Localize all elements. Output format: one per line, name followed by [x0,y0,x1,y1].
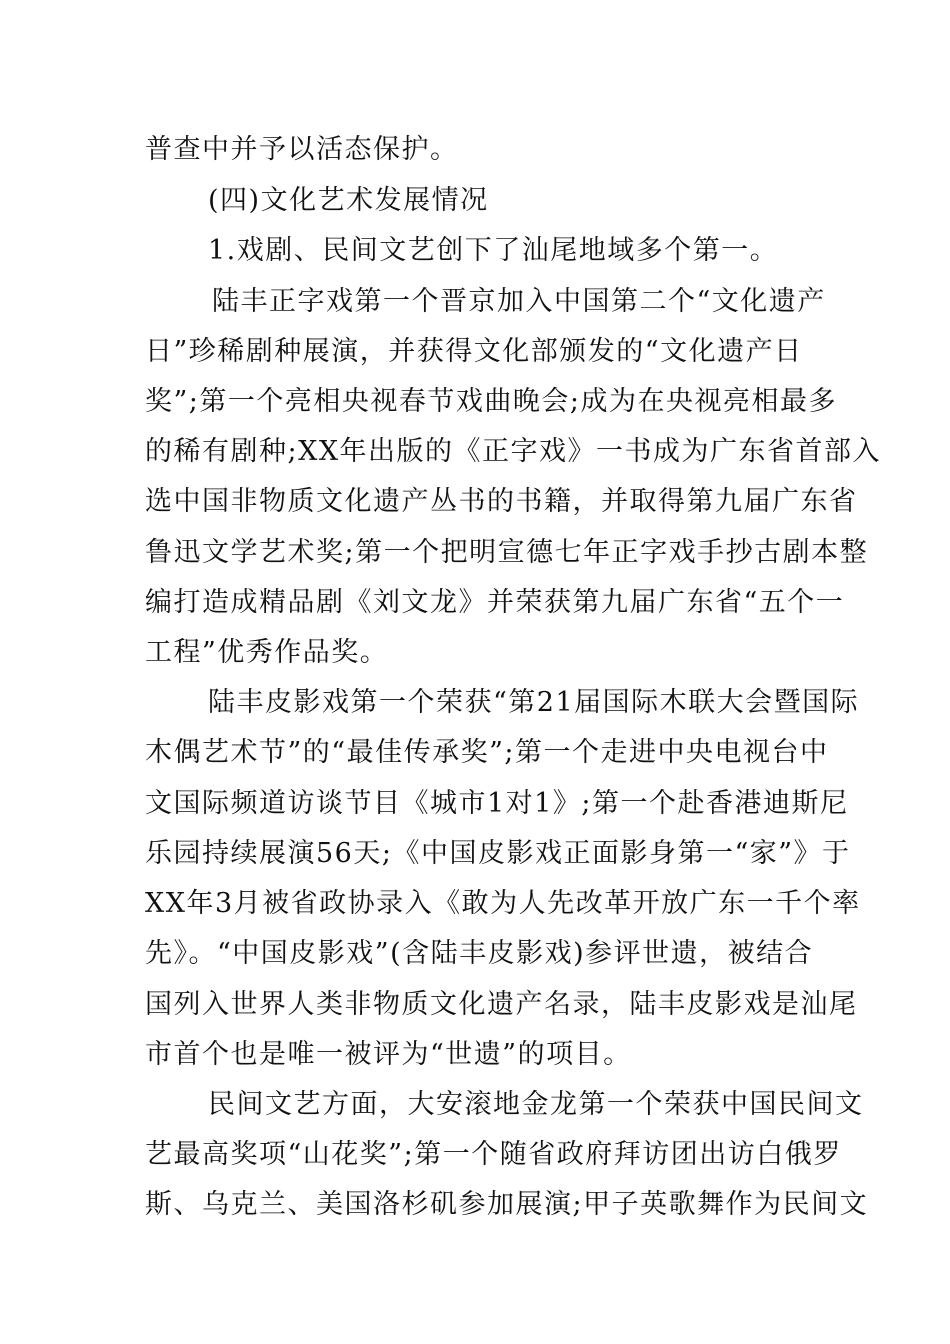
text-line: 先》。“中国皮影戏”(含陆丰皮影戏)参评世遗，被结合 [145,938,814,969]
text-line: 艺最高奖项“山花奖”;第一个随省政府拜访团出访白俄罗 [145,1139,842,1170]
text-line: 鲁迅文学艺术奖;第一个把明宣德七年正字戏手抄古剧本整 [145,537,869,568]
text-line: 文国际频道访谈节目《城市1对1》;第一个赴香港迪斯尼 [145,788,849,819]
text-line: 国列入世界人类非物质文化遗产名录，陆丰皮影戏是汕尾 [145,989,858,1020]
text-line: 工程”优秀作品奖。 [145,637,389,668]
text-line: 民间文艺方面，大安滚地金龙第一个荣获中国民间文 [208,1089,864,1120]
text-line: 市首个也是唯一被评为“世遗”的项目。 [145,1039,632,1070]
text-line: 编打造成精品剧《刘文龙》并荣获第九届广东省“五个一 [145,587,845,618]
subsection-heading: 1.戏剧、民间文艺创下了汕尾地域多个第一。 [208,235,779,266]
text-line: 奖”;第一个亮相央视春节戏曲晚会;成为在央视亮相最多 [145,386,837,417]
text-line: 普查中并予以活态保护。 [145,134,459,165]
text-line: 斯、乌克兰、美国洛杉矶参加展演;甲子英歌舞作为民间文 [145,1189,869,1220]
text-line: 木偶艺术节”的“最佳传承奖”;第一个走进中央电视台中 [145,737,829,768]
text-line: 陆丰正字戏第一个晋京加入中国第二个“文化遗产 [212,286,826,317]
text-line: 乐园持续展演56天;《中国皮影戏正面影身第一“家”》于 [145,838,851,869]
text-line: XX年3月被省政协录入《敢为人先改革开放广东一千个率 [145,888,861,919]
text-line: 陆丰皮影戏第一个荣获“第21届国际木联大会暨国际 [208,687,860,718]
text-line: 日”珍稀剧种展演，并获得文化部颁发的“文化遗产日 [145,336,803,367]
text-line: 选中国非物质文化遗产丛书的书籍，并取得第九届广东省 [145,486,858,517]
text-line: 的稀有剧种;XX年出版的《正字戏》一书成为广东省首部入 [145,436,882,467]
section-heading: (四)文化艺术发展情况 [208,185,489,216]
